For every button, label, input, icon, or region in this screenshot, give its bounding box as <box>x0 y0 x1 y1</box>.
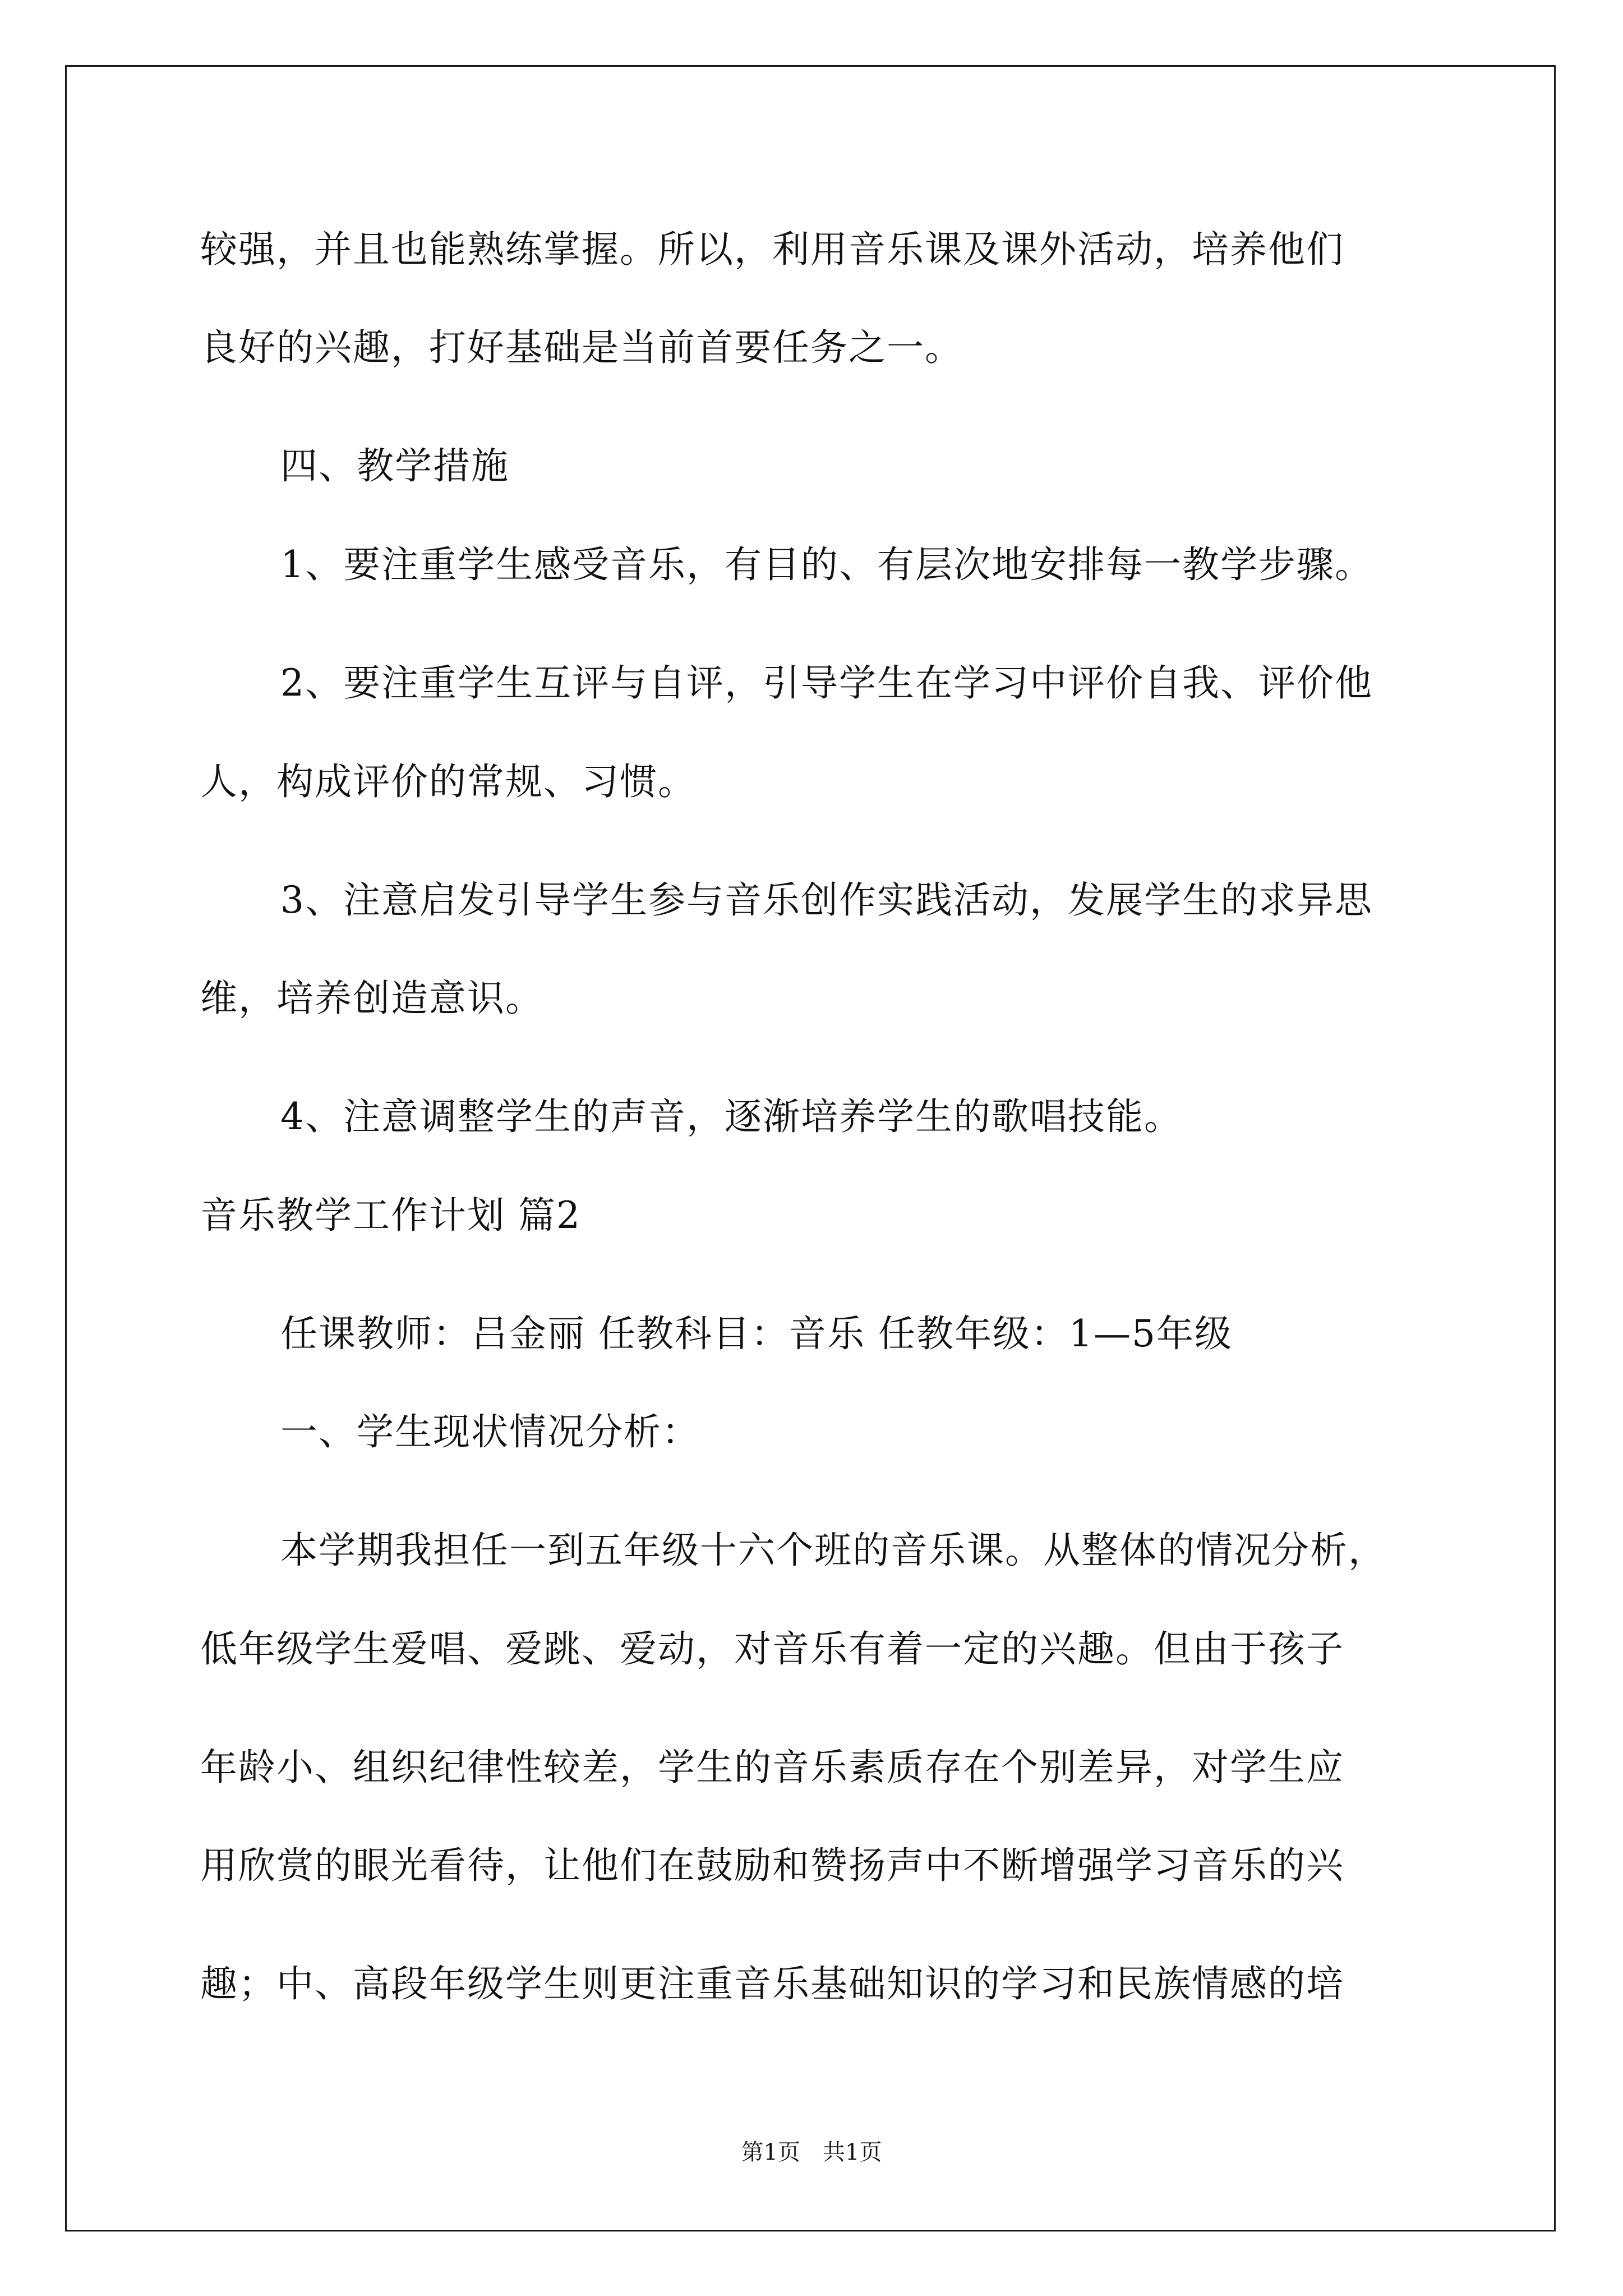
paragraph-line: 用欣赏的眼光看待，让他们在鼓励和赞扬声中不断增强学习音乐的兴 <box>200 1844 1344 1887</box>
paragraph-line: 良好的兴趣，打好基础是当前首要任务之一。 <box>200 326 963 369</box>
section-heading: 一、学生现状情况分析： <box>280 1410 700 1453</box>
section-heading: 四、教学措施 <box>280 444 509 487</box>
paragraph-line: 本学期我担任一到五年级十六个班的音乐课。从整体的情况分析， <box>280 1529 1386 1572</box>
list-item: 2、要注重学生互评与自评，引导学生在学习中评价自我、评价他 <box>280 661 1373 705</box>
teacher-info: 任课教师：吕金丽 任教科目：音乐 任教年级：1—5年级 <box>280 1312 1233 1355</box>
page-border <box>65 65 1556 2231</box>
paragraph-line: 维，培养创造意识。 <box>200 977 543 1020</box>
paragraph-line: 较强，并且也能熟练掌握。所以，利用音乐课及课外活动，培养他们 <box>200 228 1344 271</box>
paragraph-line: 人，构成评价的常规、习惯。 <box>200 760 696 803</box>
paragraph-line: 年龄小、组织纪律性较差，学生的音乐素质存在个别差异，对学生应 <box>200 1746 1344 1789</box>
paragraph-line: 低年级学生爱唱、爱跳、爱动，对音乐有着一定的兴趣。但由于孩子 <box>200 1627 1344 1671</box>
list-item: 3、注意启发引导学生参与音乐创作实践活动，发展学生的求异思 <box>280 878 1373 922</box>
paragraph-line: 趣；中、高段年级学生则更注重音乐基础知识的学习和民族情感的培 <box>200 1962 1344 2005</box>
article-title: 音乐教学工作计划 篇2 <box>200 1194 581 1237</box>
list-item: 1、要注重学生感受音乐，有目的、有层次地安排每一教学步骤。 <box>280 543 1373 586</box>
page-number-footer: 第1页 共1页 <box>741 2139 882 2165</box>
list-item: 4、注意调整学生的声音，逐渐培养学生的歌唱技能。 <box>280 1095 1182 1138</box>
